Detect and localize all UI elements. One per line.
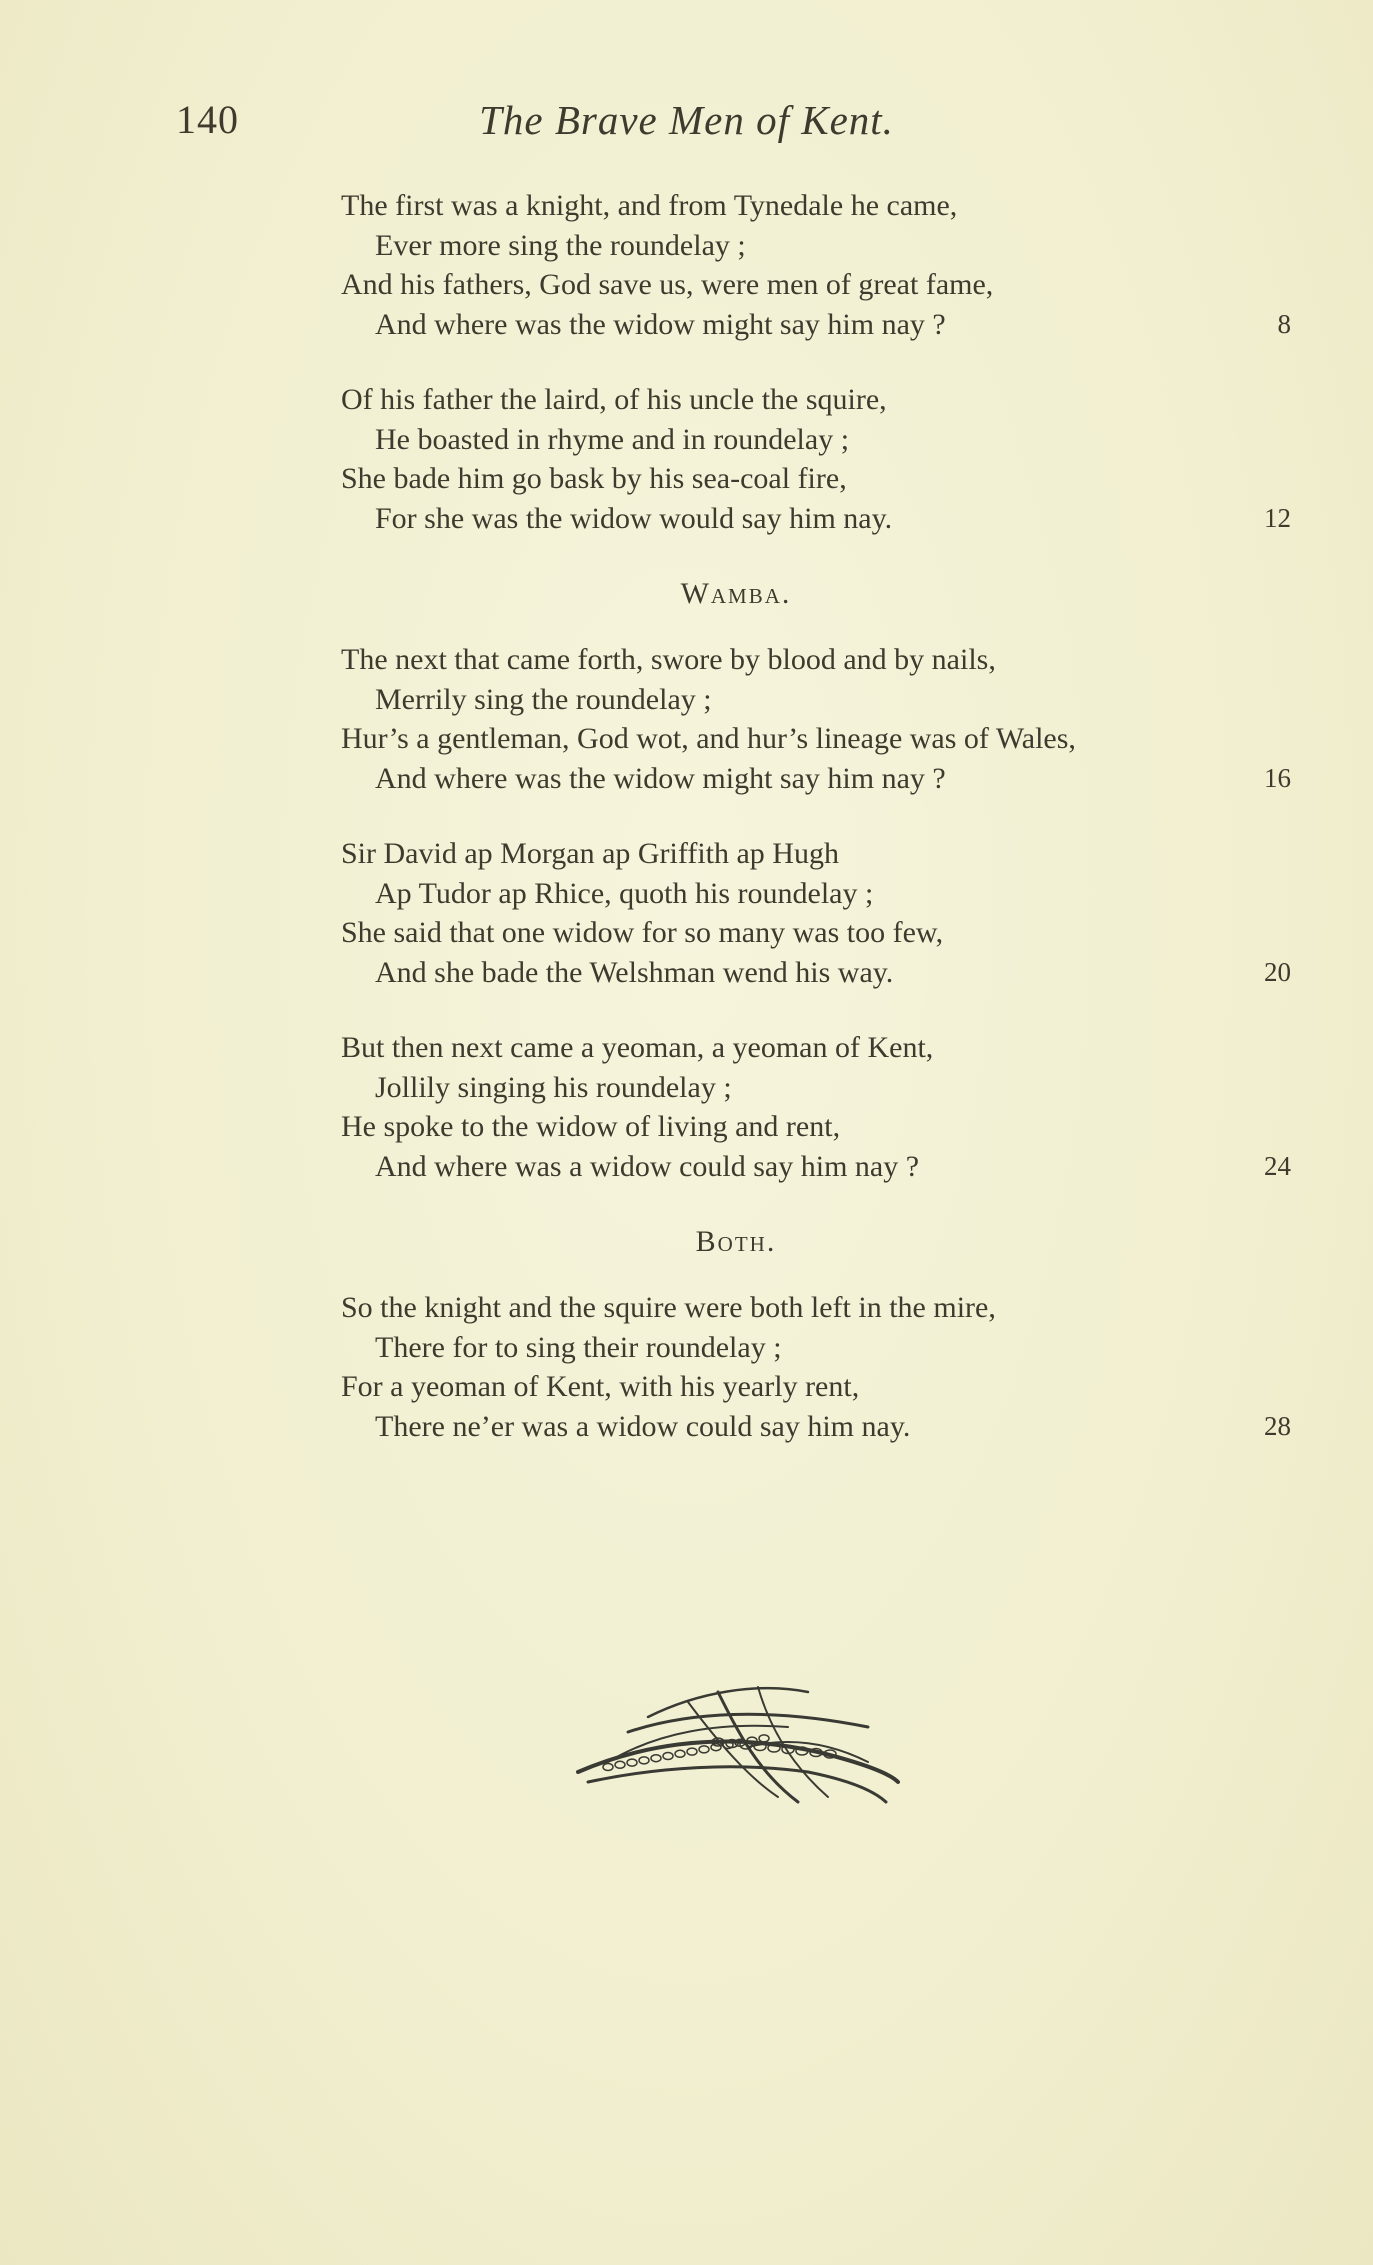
verse-line-text: Of his father the laird, of his uncle the squire, <box>341 383 887 416</box>
stanza-group-knight <box>341 186 1301 538</box>
verse-line-text: He spoke to the widow of living and rent, <box>341 1110 841 1143</box>
verse-line <box>341 913 1301 953</box>
stanza <box>341 380 1301 538</box>
verse-line-text: Jollily singing his roundelay ; <box>375 1070 732 1104</box>
verse-line-text: The first was a knight, and from Tynedale he came, <box>341 189 958 222</box>
speaker-heading-wamba: Wamba. <box>680 577 792 610</box>
verse-line-text: So the knight and the squire were both left in the mire, <box>341 1291 996 1324</box>
line-number: 8 <box>1277 308 1291 339</box>
line-number: 28 <box>1264 1410 1291 1441</box>
verse-line-text: There ne’er was a widow could say him nay. <box>375 1409 911 1443</box>
verse-line <box>341 305 1301 345</box>
verse-line <box>341 420 1301 460</box>
verse-line <box>341 759 1301 799</box>
verse-line-text: Hur’s a gentleman, God wot, and hur’s lineage was of Wales, <box>341 722 1076 755</box>
verse-line <box>341 1407 1301 1447</box>
verse-line <box>341 1147 1301 1187</box>
speaker-heading-both: Both. <box>695 1225 777 1258</box>
verse-line <box>341 874 1301 914</box>
verse-line-text: Ap Tudor ap Rhice, quoth his roundelay ; <box>375 876 874 910</box>
verse-line-text: She said that one widow for so many was too few, <box>341 916 944 949</box>
verse-line-text: And where was a widow could say him nay ? <box>375 1149 920 1183</box>
verse-line-text: But then next came a yeoman, a yeoman of Kent, <box>341 1031 934 1064</box>
verse-line-text: And his fathers, God save us, were men of great fame, <box>341 268 994 301</box>
verse-line <box>341 719 1301 759</box>
stanza <box>341 1288 1301 1446</box>
verse-line <box>341 1288 1301 1328</box>
verse-line-text: Sir David ap Morgan ap Griffith ap Hugh <box>341 837 839 870</box>
stanza <box>341 640 1301 798</box>
wheat-sheaf-ornament-icon <box>568 1672 908 1812</box>
verse-line-text: And she bade the Welshman wend his way. <box>375 955 894 989</box>
verse-line <box>341 1367 1301 1407</box>
verse-line <box>341 265 1301 305</box>
verse-line <box>341 499 1301 539</box>
verse-line <box>341 380 1301 420</box>
running-title: The Brave Men of Kent. <box>479 97 894 143</box>
verse-line-text: And where was the widow might say him nay ? <box>375 761 946 795</box>
verse-line <box>341 640 1301 680</box>
verse-line <box>341 953 1301 993</box>
verse-line <box>341 834 1301 874</box>
verse-line <box>341 680 1301 720</box>
page-header <box>0 96 1373 156</box>
verse-line-text: There for to sing their roundelay ; <box>375 1330 782 1364</box>
verse-line-text: For a yeoman of Kent, with his yearly rent, <box>341 1370 860 1403</box>
stanza-group-wamba <box>341 640 1301 1186</box>
verse-line <box>341 459 1301 499</box>
stanza-group-both <box>341 1288 1301 1446</box>
line-number: 20 <box>1264 956 1291 987</box>
verse-line-text: The next that came forth, swore by blood and by nails, <box>341 643 996 676</box>
line-number: 24 <box>1264 1150 1291 1181</box>
line-number: 16 <box>1264 762 1291 793</box>
verse-line <box>341 1028 1301 1068</box>
verse-line <box>341 226 1301 266</box>
verse-line-text: For she was the widow would say him nay. <box>375 501 893 535</box>
verse-line <box>341 1328 1301 1368</box>
verse-line <box>341 1107 1301 1147</box>
poem-body <box>341 186 1301 1482</box>
stanza <box>341 1028 1301 1186</box>
line-number: 12 <box>1264 502 1291 533</box>
verse-line-text: She bade him go bask by his sea-coal fire, <box>341 462 847 495</box>
verse-line-text: Ever more sing the roundelay ; <box>375 228 746 262</box>
verse-line <box>341 186 1301 226</box>
verse-line-text: Merrily sing the roundelay ; <box>375 682 712 716</box>
stanza <box>341 834 1301 992</box>
verse-line <box>341 1068 1301 1108</box>
verse-line-text: And where was the widow might say him nay ? <box>375 307 946 341</box>
stanza <box>341 186 1301 344</box>
verse-line-text: He boasted in rhyme and in roundelay ; <box>375 422 850 456</box>
page-number: 140 <box>176 97 239 142</box>
